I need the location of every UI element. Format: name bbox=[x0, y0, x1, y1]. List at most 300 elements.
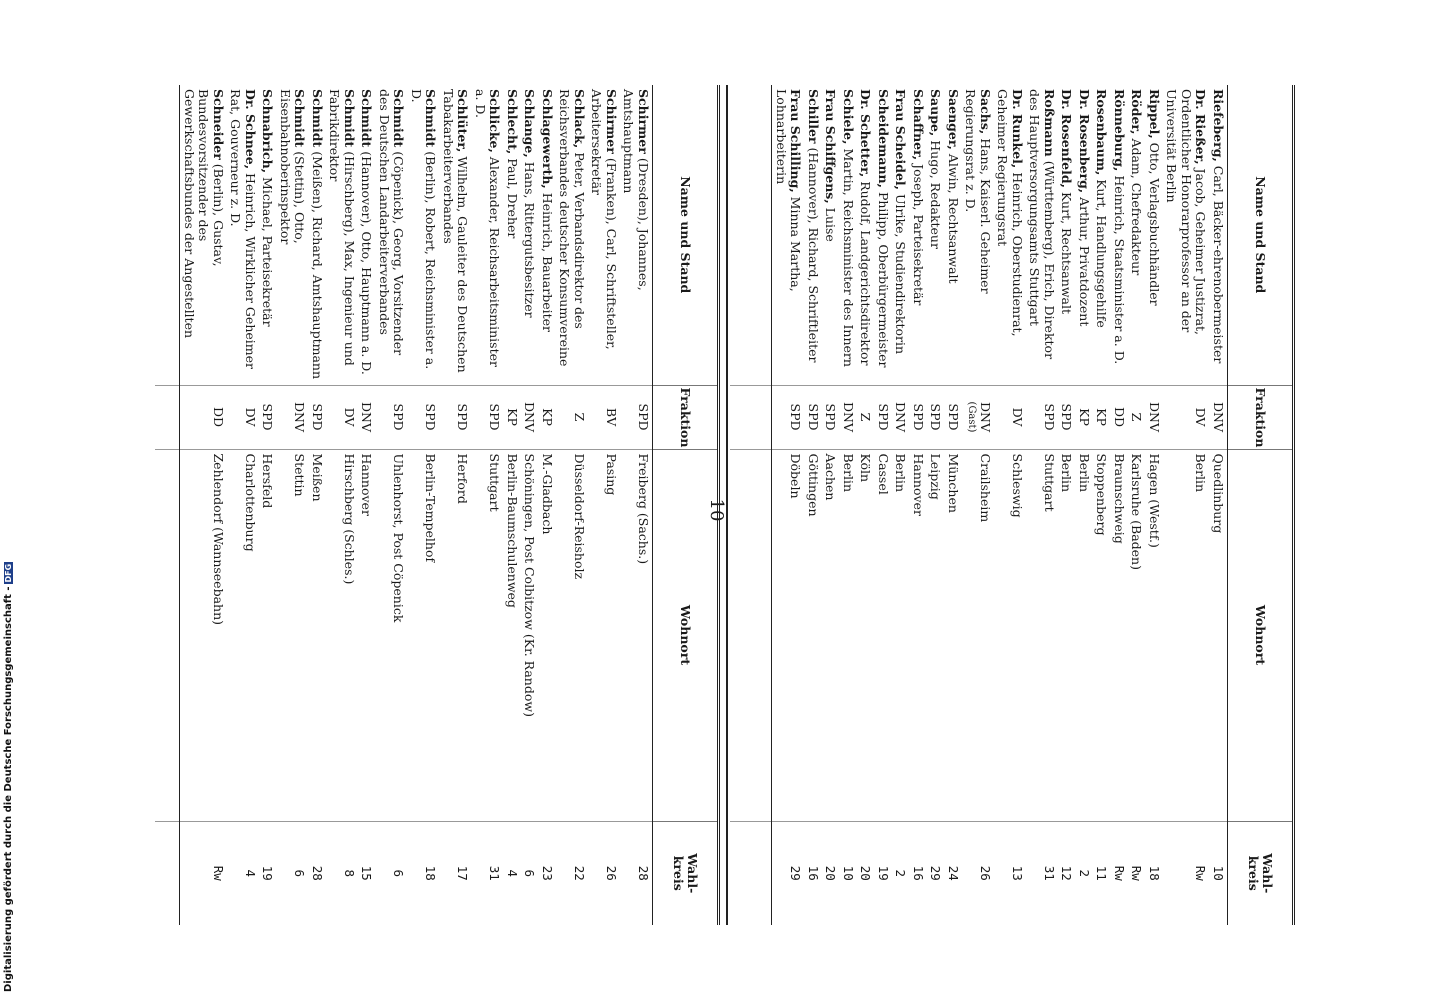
cell-name-stand bbox=[556, 85, 588, 385]
cell-wahlkreis: 18 bbox=[408, 821, 440, 925]
member-name: Schaffner, bbox=[911, 89, 926, 161]
member-name: Rönneburg, bbox=[1112, 89, 1127, 172]
member-name: Schmidt bbox=[342, 89, 357, 148]
table-row bbox=[504, 85, 522, 925]
cell-name-stand bbox=[326, 85, 358, 385]
member-stand: (Franken), Carl, Schriftsteller, Arbeitersekretär bbox=[589, 89, 619, 350]
cell-fraktion bbox=[927, 385, 945, 449]
member-stand: Jacob, Geheimer Justizrat, Ordentlicher Honorarprofessor an der Universität Berlin bbox=[1164, 89, 1209, 336]
cell-wohnort: Hannover bbox=[358, 449, 376, 821]
cell-fraktion bbox=[1210, 385, 1228, 449]
member-stand: (Hirschberg), Max, Ingenieur und Fabrikdirektor bbox=[327, 89, 357, 366]
table-row bbox=[1076, 85, 1094, 925]
table-row bbox=[1146, 85, 1164, 925]
fraktion-value: DV bbox=[342, 407, 357, 427]
table-row bbox=[805, 85, 823, 925]
spacer-cell bbox=[155, 449, 180, 821]
member-stand: (Berlin), Gustav, Bundesvorsitzender des Gewerkschaftsbundes der Angestellten bbox=[182, 89, 226, 339]
cell-name-stand bbox=[857, 85, 875, 385]
member-name: Schmidt bbox=[423, 89, 439, 148]
member-name: Schirmer bbox=[636, 89, 651, 154]
table-row bbox=[857, 85, 875, 925]
fraktion-value: BV bbox=[604, 407, 619, 427]
cell-fraktion bbox=[309, 385, 327, 449]
member-name: Dr. Rießer, bbox=[1193, 89, 1209, 165]
member-stand: Joseph, Parteisekretär bbox=[911, 164, 926, 306]
cell-wahlkreis: 10 bbox=[840, 821, 858, 925]
member-name: Röder, bbox=[1129, 89, 1145, 135]
cell-fraktion bbox=[1146, 385, 1164, 449]
cell-fraktion bbox=[504, 385, 522, 449]
cell-name-stand bbox=[521, 85, 539, 385]
fraktion-value: SPD bbox=[423, 403, 439, 431]
fraktion-value: SPD bbox=[391, 403, 407, 431]
member-name: Roßmann bbox=[1042, 89, 1057, 157]
member-name: Rippel, bbox=[1147, 89, 1162, 139]
member-name: Dr. Schnee, bbox=[243, 89, 258, 170]
cell-name-stand bbox=[1146, 85, 1164, 385]
fraktion-value: Z bbox=[1129, 412, 1145, 422]
member-stand: Heinrich, Bauarbeiter bbox=[540, 192, 555, 332]
table-row bbox=[472, 85, 504, 925]
member-stand: (Dresden), Johannes, Amtshauptmann bbox=[621, 89, 651, 291]
table-row bbox=[326, 85, 358, 925]
table-row bbox=[1093, 85, 1111, 925]
member-stand: Hans, Rittergutsbesitzer bbox=[522, 161, 538, 318]
cell-name-stand bbox=[772, 85, 805, 385]
member-name: Rosenbaum, bbox=[1094, 89, 1110, 176]
cell-wahlkreis: 16 bbox=[805, 821, 823, 925]
member-name: Schlicke, bbox=[487, 89, 503, 153]
fraktion-value: SPD bbox=[1042, 403, 1057, 431]
table-header-row bbox=[1228, 85, 1294, 925]
cell-fraktion bbox=[521, 385, 539, 449]
member-name: Schlack, bbox=[572, 89, 587, 149]
member-stand: Kurt, Handlungsgehilfe bbox=[1094, 179, 1110, 328]
table-row bbox=[927, 85, 945, 925]
cell-wohnort: Aachen bbox=[822, 449, 840, 821]
cell-fraktion bbox=[1076, 385, 1094, 449]
cell-wahlkreis: 6 bbox=[277, 821, 309, 925]
cell-fraktion bbox=[822, 385, 840, 449]
table-row bbox=[1163, 85, 1210, 925]
cell-fraktion bbox=[857, 385, 875, 449]
cell-name-stand bbox=[376, 85, 408, 385]
table-body-top bbox=[730, 85, 1228, 925]
cell-wahlkreis: 19 bbox=[875, 821, 893, 925]
member-stand: Kurt, Rechtsanwalt bbox=[1059, 191, 1075, 314]
fraktion-value: SPD bbox=[455, 403, 471, 431]
member-stand: (Cöpenick), Georg, Vorsitzender des Deutschen Landarbeiterverbandes bbox=[377, 89, 407, 356]
member-stand: Hans, Kaiserl. Geheimer Regierungsrat z. D. bbox=[963, 89, 993, 294]
cell-wahlkreis: 24 bbox=[945, 821, 963, 925]
fraktion-value: Z bbox=[858, 412, 874, 422]
fraktion-value: DNV bbox=[841, 402, 856, 432]
member-name: Dr. Rosenberg, bbox=[1077, 89, 1092, 194]
member-stand: Peter, Verbandsdirektor des Reichsverbandes deutscher Konsumvereine bbox=[557, 89, 587, 367]
cell-wohnort: Hirschberg (Schles.) bbox=[326, 449, 358, 821]
cell-name-stand bbox=[1058, 85, 1076, 385]
cell-wahlkreis: 2 bbox=[1076, 821, 1094, 925]
fraktion-value: SPD bbox=[788, 403, 804, 431]
cell-name-stand bbox=[892, 85, 910, 385]
fraktion-value: DNV bbox=[359, 402, 375, 432]
member-stand: Luise bbox=[823, 207, 839, 242]
cell-wohnort: Leipzig bbox=[927, 449, 945, 821]
member-name: Sachs, bbox=[978, 89, 993, 135]
cell-wohnort: Berlin bbox=[1076, 449, 1094, 821]
fraktion-value: SPD bbox=[1059, 403, 1075, 431]
member-name: Schlecht, bbox=[505, 89, 520, 155]
cell-fraktion bbox=[1026, 385, 1058, 449]
member-name: Schlüter, bbox=[455, 89, 471, 153]
cell-wohnort: Zehlendorf (Wannseebahn) bbox=[180, 449, 227, 821]
member-name: Schirmer bbox=[604, 89, 619, 154]
table-row bbox=[772, 85, 805, 925]
footer-credit bbox=[3, 0, 14, 992]
cell-wahlkreis: 26 bbox=[588, 821, 620, 925]
member-stand: (Stettin), Otto, Eisenbahnoberinspektor bbox=[278, 89, 308, 245]
cell-wahlkreis: 2 bbox=[892, 821, 910, 925]
cell-fraktion bbox=[277, 385, 309, 449]
cell-wohnort: Freiberg (Sachs.) bbox=[620, 449, 653, 821]
cell-fraktion bbox=[472, 385, 504, 449]
cell-name-stand bbox=[840, 85, 858, 385]
member-name: Frau Schiffgens, bbox=[823, 89, 839, 204]
cell-fraktion bbox=[910, 385, 928, 449]
fraktion-value: DNV bbox=[522, 402, 538, 432]
cell-wahlkreis: Rw bbox=[1163, 821, 1210, 925]
member-name: Schlagewerth, bbox=[540, 89, 555, 189]
cell-wohnort: Quedlinburg bbox=[1210, 449, 1228, 821]
cell-wohnort: Braunschweig bbox=[1111, 449, 1129, 821]
cell-wohnort: Crailsheim bbox=[962, 449, 994, 821]
member-name: Riefeberg, bbox=[1211, 89, 1226, 162]
cell-fraktion bbox=[259, 385, 277, 449]
fraktion-value: SPD bbox=[928, 403, 944, 431]
cell-wohnort: Köln bbox=[857, 449, 875, 821]
member-name: Schiller bbox=[806, 89, 821, 144]
cell-wohnort: Berlin-Baumschulenweg bbox=[504, 449, 522, 821]
cell-wahlkreis: 29 bbox=[927, 821, 945, 925]
cell-name-stand bbox=[1026, 85, 1058, 385]
fraktion-value: DV bbox=[1010, 407, 1025, 427]
cell-name-stand bbox=[440, 85, 472, 385]
member-stand: Philipp, Oberbürgermeister bbox=[876, 191, 891, 368]
cell-name-stand bbox=[539, 85, 557, 385]
fraktion-value: DD bbox=[211, 406, 226, 428]
member-name: Schmidt bbox=[310, 89, 325, 148]
member-stand: Arthur, Privatdozent bbox=[1077, 197, 1092, 327]
header-wahlkreis: Wahl- kreis bbox=[653, 821, 719, 925]
fraktion-value: KP bbox=[1077, 408, 1092, 426]
cell-wohnort: Göttingen bbox=[805, 449, 823, 821]
cell-wahlkreis: 12 bbox=[1058, 821, 1076, 925]
cell-name-stand bbox=[408, 85, 440, 385]
spacer-cell bbox=[730, 821, 772, 925]
cell-wahlkreis: 10 bbox=[1210, 821, 1228, 925]
cell-name-stand bbox=[472, 85, 504, 385]
cell-fraktion bbox=[539, 385, 557, 449]
cell-wohnort: München bbox=[945, 449, 963, 821]
cell-wohnort: Hannover bbox=[910, 449, 928, 821]
member-name: Schlange, bbox=[522, 89, 538, 158]
table-row bbox=[259, 85, 277, 925]
member-stand: Alexander, Reichsarbeitsminister a. D. bbox=[473, 89, 503, 367]
cell-wohnort: Berlin bbox=[1058, 449, 1076, 821]
table-row bbox=[227, 85, 259, 925]
cell-name-stand bbox=[588, 85, 620, 385]
table-row bbox=[277, 85, 309, 925]
member-stand: Carl, Bäcker-ehrenobermeister bbox=[1211, 165, 1226, 364]
cell-wohnort: Berlin bbox=[1163, 449, 1210, 821]
cell-name-stand bbox=[1076, 85, 1094, 385]
table-header-row bbox=[653, 85, 719, 925]
fraktion-value: DV bbox=[1193, 407, 1209, 427]
cell-wohnort: Berlin-Tempelhof bbox=[408, 449, 440, 821]
member-name: Saupe, bbox=[928, 89, 944, 137]
cell-name-stand bbox=[1128, 85, 1146, 385]
cell-name-stand bbox=[504, 85, 522, 385]
member-name: Schiele, bbox=[841, 89, 856, 145]
table-body-bottom bbox=[155, 85, 653, 925]
member-name: Frau Schilling, bbox=[788, 89, 804, 193]
member-stand: Wilhelm, Gauleiter des Deutschen Tabakarbeiterverbandes bbox=[441, 89, 471, 373]
cell-wahlkreis: Rw bbox=[1128, 821, 1146, 925]
cell-name-stand bbox=[875, 85, 893, 385]
cell-fraktion bbox=[945, 385, 963, 449]
cell-fraktion bbox=[326, 385, 358, 449]
member-name: Schneider bbox=[211, 89, 226, 160]
cell-fraktion bbox=[408, 385, 440, 449]
cell-wohnort: Hersfeld bbox=[259, 449, 277, 821]
member-name: Schmidt bbox=[359, 89, 375, 148]
table-row bbox=[408, 85, 440, 925]
header-wohnort: Wohnort bbox=[1228, 449, 1294, 821]
cell-wahlkreis: 28 bbox=[309, 821, 327, 925]
cell-name-stand bbox=[358, 85, 376, 385]
table-row bbox=[892, 85, 910, 925]
member-name: Schmidt bbox=[292, 89, 308, 148]
fraktion-value: DNV bbox=[1147, 402, 1162, 432]
fraktion-value: SPD bbox=[806, 403, 821, 431]
spacer-cell bbox=[730, 449, 772, 821]
table-row bbox=[358, 85, 376, 925]
cell-fraktion bbox=[358, 385, 376, 449]
table-row bbox=[1026, 85, 1058, 925]
fraktion-value: SPD bbox=[946, 403, 961, 431]
cell-wohnort: Berlin bbox=[892, 449, 910, 821]
table-row bbox=[521, 85, 539, 925]
header-name: Name und Stand bbox=[653, 85, 719, 385]
member-stand: Adam, Chefredakteur bbox=[1129, 138, 1145, 276]
cell-wahlkreis: 16 bbox=[910, 821, 928, 925]
fraktion-value: Z bbox=[572, 412, 587, 422]
cell-wahlkreis: 22 bbox=[556, 821, 588, 925]
fraktion-value: SPD bbox=[260, 403, 276, 431]
cell-name-stand bbox=[1111, 85, 1129, 385]
header-wohnort: Wohnort bbox=[653, 449, 719, 821]
table-row bbox=[1058, 85, 1076, 925]
table-row bbox=[945, 85, 963, 925]
cell-wahlkreis: 8 bbox=[326, 821, 358, 925]
member-name: Frau Scheidel, bbox=[893, 89, 909, 191]
cell-wahlkreis: Rw bbox=[180, 821, 227, 925]
fraktion-note: (Gast) bbox=[966, 401, 978, 433]
members-table-bottom bbox=[155, 85, 720, 925]
table-row bbox=[994, 85, 1026, 925]
cell-name-stand bbox=[259, 85, 277, 385]
member-stand: Minna Martha, Lohnarbeiterin bbox=[774, 89, 804, 292]
cell-wohnort: Uhlenhorst, Post Cöpenick bbox=[376, 449, 408, 821]
cell-wahlkreis: 31 bbox=[472, 821, 504, 925]
cell-wohnort: Döbeln bbox=[772, 449, 805, 821]
member-stand: Alwin, Rechtsanwalt bbox=[946, 153, 961, 284]
table-row bbox=[875, 85, 893, 925]
cell-name-stand bbox=[822, 85, 840, 385]
cell-name-stand bbox=[962, 85, 994, 385]
cell-name-stand bbox=[227, 85, 259, 385]
member-name: Schmidt bbox=[391, 89, 407, 148]
cell-wahlkreis: 11 bbox=[1093, 821, 1111, 925]
table-row bbox=[588, 85, 620, 925]
member-stand: Otto, Verlagsbuchhändler bbox=[1147, 142, 1162, 306]
cell-wahlkreis: 17 bbox=[440, 821, 472, 925]
cell-wahlkreis: 31 bbox=[1026, 821, 1058, 925]
cell-name-stand bbox=[994, 85, 1026, 385]
header-wahlkreis: Wahl- kreis bbox=[1228, 821, 1294, 925]
fraktion-value: DNV bbox=[893, 402, 909, 432]
spacer-cell bbox=[155, 821, 180, 925]
cell-name-stand bbox=[309, 85, 327, 385]
member-stand: Heinrich, Wirklicher Geheimer Rat, Gouverneur z. D. bbox=[228, 89, 258, 369]
cell-fraktion bbox=[227, 385, 259, 449]
member-stand: Hugo, Redakteur bbox=[928, 140, 944, 249]
member-name: Dr. Schetter, bbox=[858, 89, 874, 178]
cell-wahlkreis: 4 bbox=[227, 821, 259, 925]
member-stand: (Meißen), Richard, Amtshauptmann bbox=[310, 151, 325, 380]
cell-fraktion bbox=[994, 385, 1026, 449]
member-stand: Heinrich, Oberstudienrat, Geheimer Regierungsrat bbox=[995, 89, 1025, 337]
cell-name-stand bbox=[180, 85, 227, 385]
table-row bbox=[309, 85, 327, 925]
cell-name-stand bbox=[805, 85, 823, 385]
member-stand: Rudolf, Landgerichtsdirektor bbox=[858, 181, 874, 366]
cell-wohnort: Stuttgart bbox=[472, 449, 504, 821]
cell-name-stand bbox=[620, 85, 653, 385]
fraktion-value: SPD bbox=[876, 403, 891, 431]
cell-wahlkreis: 20 bbox=[822, 821, 840, 925]
cell-fraktion bbox=[588, 385, 620, 449]
cell-fraktion bbox=[875, 385, 893, 449]
member-name: Dr. Runkel, bbox=[1010, 89, 1025, 169]
header-fraktion: Fraktion bbox=[653, 385, 719, 449]
member-name: Scheidemann, bbox=[876, 89, 891, 188]
cell-fraktion bbox=[772, 385, 805, 449]
cell-name-stand bbox=[927, 85, 945, 385]
cell-name-stand bbox=[945, 85, 963, 385]
cell-wohnort: Stettin bbox=[277, 449, 309, 821]
fraktion-value: DNV bbox=[978, 402, 993, 432]
fraktion-value: SPD bbox=[310, 403, 325, 431]
table-row bbox=[910, 85, 928, 925]
footer-credit-text: Digitalisierung gefördert durch die Deutsche Forschungsgemeinschaft - bbox=[3, 586, 14, 992]
fraktion-value: DV bbox=[243, 407, 258, 427]
member-stand: Ulrike, Studiendirektorin bbox=[893, 194, 909, 355]
fraktion-value: SPD bbox=[911, 403, 926, 431]
fraktion-value: KP bbox=[1094, 408, 1110, 426]
fraktion-value: SPD bbox=[487, 403, 503, 431]
cell-wohnort: Herford bbox=[440, 449, 472, 821]
fraktion-value: DD bbox=[1112, 406, 1127, 428]
cell-wohnort: Berlin bbox=[840, 449, 858, 821]
table-row bbox=[440, 85, 472, 925]
cell-wahlkreis: 20 bbox=[857, 821, 875, 925]
table-row bbox=[376, 85, 408, 925]
fraktion-value: SPD bbox=[823, 403, 839, 431]
member-name: Saenger, bbox=[946, 89, 961, 150]
table-row bbox=[822, 85, 840, 925]
member-stand: Martin, Reichsminister des Innern bbox=[841, 148, 856, 367]
cell-wahlkreis: 29 bbox=[772, 821, 805, 925]
fraktion-value: DNV bbox=[292, 402, 308, 432]
table-row bbox=[840, 85, 858, 925]
cell-fraktion bbox=[376, 385, 408, 449]
cell-wahlkreis: 6 bbox=[376, 821, 408, 925]
fraktion-value: KP bbox=[540, 408, 555, 426]
table-row bbox=[556, 85, 588, 925]
cell-fraktion bbox=[440, 385, 472, 449]
cell-wohnort: Charlottenburg bbox=[227, 449, 259, 821]
dfg-logo: DFG bbox=[3, 563, 13, 583]
cell-wahlkreis: 28 bbox=[620, 821, 653, 925]
cell-wahlkreis: 26 bbox=[962, 821, 994, 925]
spacer-cell bbox=[155, 85, 180, 385]
member-stand: Heinrich, Staatsminister a. D. bbox=[1112, 175, 1127, 365]
cell-wohnort: Karlsruhe (Baden) bbox=[1128, 449, 1146, 821]
cell-name-stand bbox=[1163, 85, 1210, 385]
cell-wahlkreis: 4 bbox=[504, 821, 522, 925]
cell-wahlkreis: 6 bbox=[521, 821, 539, 925]
cell-wohnort: M.-Gladbach bbox=[539, 449, 557, 821]
cell-wahlkreis: 23 bbox=[539, 821, 557, 925]
cell-wohnort: Schöningen, Post Colbitzow (Kr. Randow) bbox=[521, 449, 539, 821]
fraktion-value: DNV bbox=[1211, 402, 1226, 432]
table-row bbox=[1128, 85, 1146, 925]
cell-wahlkreis: Rw bbox=[1111, 821, 1129, 925]
cell-wohnort: Hagen (Westf.) bbox=[1146, 449, 1164, 821]
table-row bbox=[620, 85, 653, 925]
cell-name-stand bbox=[910, 85, 928, 385]
cell-wohnort: Schleswig bbox=[994, 449, 1026, 821]
cell-wahlkreis: 13 bbox=[994, 821, 1026, 925]
cell-wohnort: Pasing bbox=[588, 449, 620, 821]
cell-fraktion bbox=[840, 385, 858, 449]
cell-wohnort: Stuttgart bbox=[1026, 449, 1058, 821]
cell-fraktion bbox=[1128, 385, 1146, 449]
member-stand: Michael, Parteisekretär bbox=[260, 177, 276, 327]
header-fraktion: Fraktion bbox=[1228, 385, 1294, 449]
fraktion-value: SPD bbox=[636, 403, 651, 431]
table-row bbox=[1111, 85, 1129, 925]
header-name: Name und Stand bbox=[1228, 85, 1294, 385]
member-name: Dr. Rosenfeld, bbox=[1059, 89, 1075, 188]
table-row bbox=[1210, 85, 1228, 925]
cell-name-stand bbox=[1093, 85, 1111, 385]
document-page bbox=[155, 85, 1295, 925]
cell-wohnort: Meißen bbox=[309, 449, 327, 821]
page-number: 10 bbox=[706, 498, 727, 522]
